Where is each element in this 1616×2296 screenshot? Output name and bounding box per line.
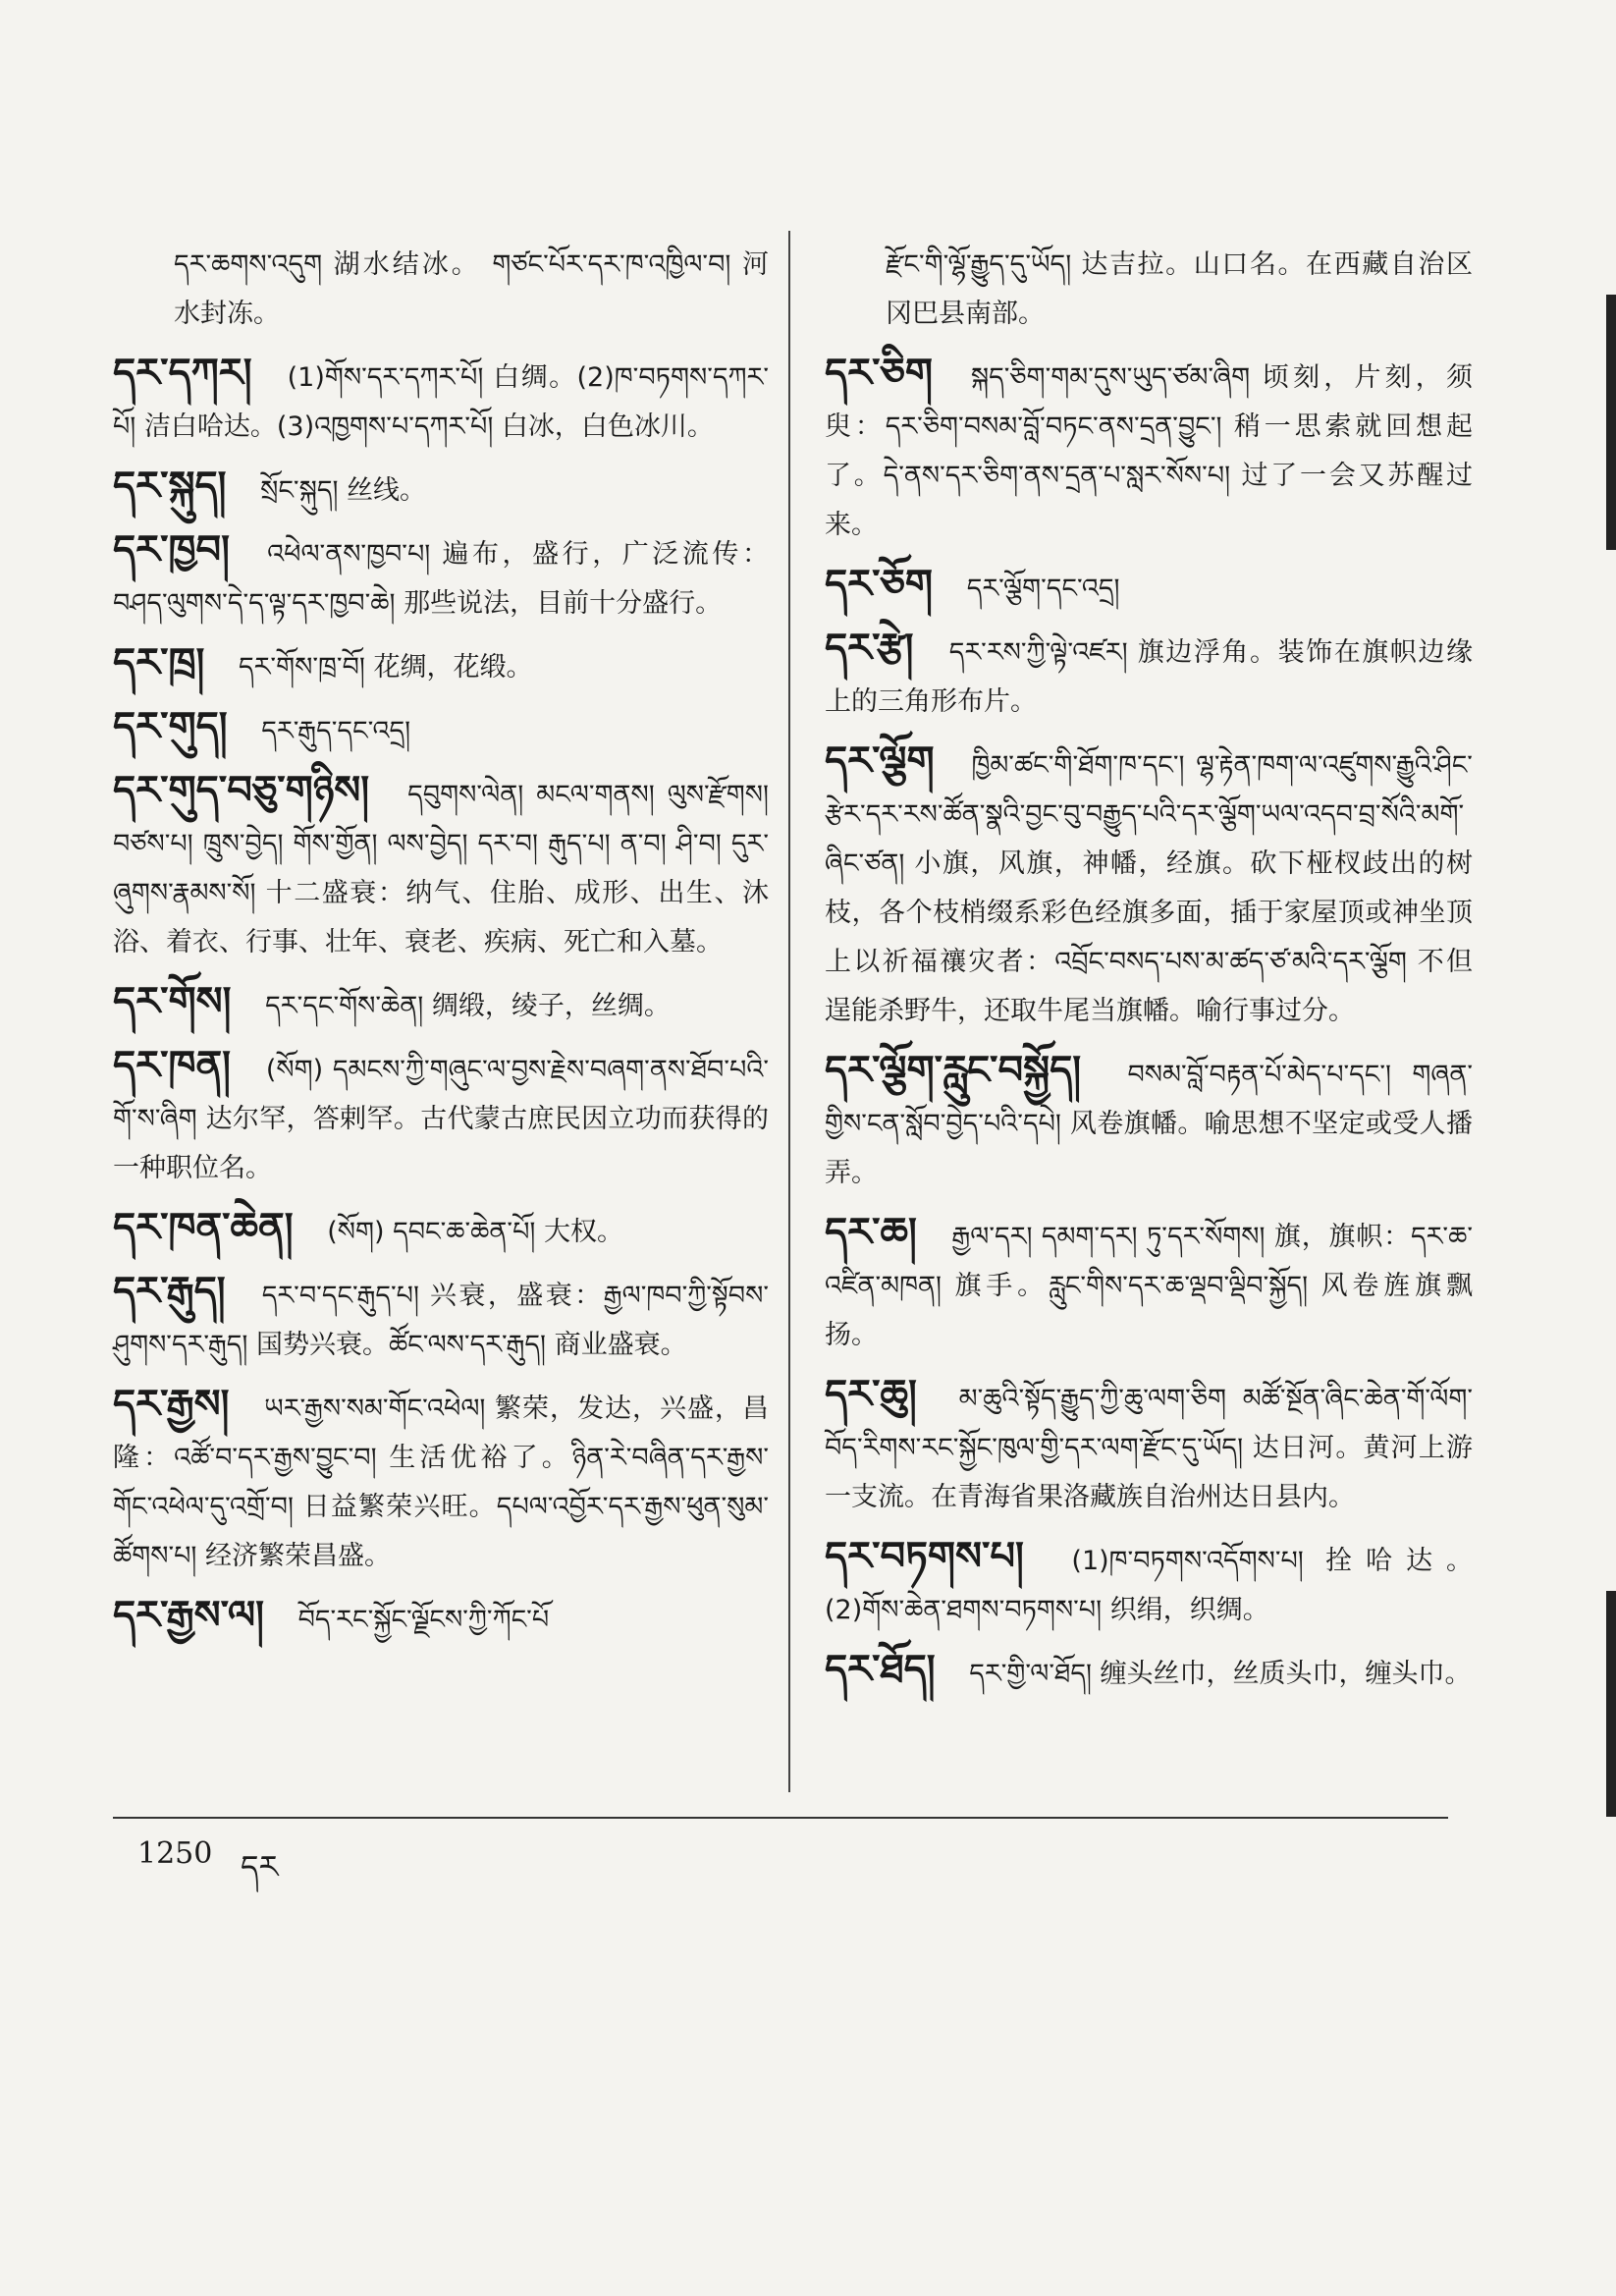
page-edge-mark: [1606, 295, 1616, 550]
entry-text: དབུགས་ལེན། མངལ་གནས། ལུས་རྫོགས། བཙས་པ། ཁྲུས་བྱེད། གོས་གྱོན། ལས་བྱེད། དར་བ། རྒུད་པ། ན་བ། ཤི་བ། དུར་ཞུགས་རྣམས་སོ། 十二盛衰：纳气、住胎、成形、出生、沐浴、着衣、行事、壮年、衰老、疾病、死亡和入墓。: [113, 780, 769, 957]
entry-headword: དར་ཁན།: [113, 1042, 232, 1088]
dictionary-entry: [113, 638, 769, 692]
dictionary-entry: [113, 1041, 769, 1193]
entry-headword: དར་ཁྱབ།: [113, 526, 230, 573]
dictionary-entry: [113, 349, 769, 452]
dictionary-entry: [825, 1370, 1473, 1522]
dictionary-entry: [825, 1208, 1473, 1360]
entry-headword: དར་གུད།: [113, 703, 228, 749]
entry-text: སྐད་ཅིག་གམ་དུས་ཡུད་ཙམ་ཞིག 顷刻，片刻，须臾：དར་ཅིག་བསམ་བློ་བཏང་ནས་དྲན་བྱུང་། 稍一思索就回想起了。དེ་ནས་དར་ཅིག་ནས་དྲན་པ་སླར་སོས་པ། 过了一会又苏醒过来。: [825, 362, 1473, 540]
dictionary-entry: [825, 349, 1473, 550]
dictionary-entry: [113, 1203, 769, 1257]
entry-headword: དར་རྒུད།: [113, 1268, 226, 1314]
entry-text: (1)གོས་དར་དཀར་པོ། 白绸。(2)ཁ་བཏགས་དཀར་པོ། 洁白哈达。(3)འཁྱགས་པ་དཀར་པོ། 白冰，白色冰川。: [113, 362, 770, 442]
entry-headword: དར་རྩེ།: [825, 625, 914, 671]
dictionary-entry: [825, 560, 1473, 614]
dictionary-entry: [825, 241, 1473, 339]
page-number: 1250: [137, 1836, 213, 1871]
dictionary-entry: [113, 1267, 769, 1370]
dictionary-entry: [825, 1532, 1473, 1635]
left-column: [113, 241, 769, 1655]
entry-text: (སོག) དབང་ཆ་ཆེན་པོ། 大权。: [327, 1217, 623, 1247]
entry-text: དར་ལྕོག་དང་འདྲ།: [966, 574, 1120, 604]
entry-text: འཕེལ་ནས་ཁྱབ་པ། 遍布，盛行，广泛流传：བཤད་ལུགས་དེ་ད་ལྟ་དར་ཁྱབ་ཆེ། 那些说法，目前十分盛行。: [113, 539, 769, 619]
entry-text: དར་དང་གོས་ཆེན། 绸缎，绫子，丝绸。: [265, 991, 671, 1021]
entry-headword: དར་བཏགས་པ།: [825, 1533, 1024, 1579]
entry-headword: དར་སྐུད།: [113, 463, 227, 509]
entry-text: (སོག) དམངས་ཀྱི་གཞུང་ལ་བྱས་རྗེས་བཞག་ནས་ཐོབ་པའི་གོ་ས་ཞིག 达尔罕，答剌罕。古代蒙古庶民因立功而获得的一种职位名。: [113, 1055, 769, 1183]
entry-headword: དར་ལྕོག་རླུང་བསྐྱོད།: [825, 1047, 1082, 1093]
entry-headword: དར་གོས།: [113, 978, 232, 1024]
dictionary-entry: [825, 737, 1473, 1036]
page-edge-mark: [1606, 1591, 1616, 1817]
right-column: [825, 241, 1473, 1709]
dictionary-entry: [113, 977, 769, 1031]
entry-text: རྫོང་གི་ལྷོ་རྒྱུད་དུ་ཡོད། 达吉拉。山口名。在西藏自治区冈巴县南部。: [886, 249, 1473, 329]
entry-headword: དར་རྒྱས་ལ།: [113, 1592, 264, 1638]
dictionary-entry: [113, 241, 769, 339]
entry-headword: དར་ལྕོག: [825, 738, 935, 784]
entry-headword: དར་རྒྱས།: [113, 1381, 230, 1427]
entry-text: དར་གོས་ཁྲ་བོ། 花绸，花缎。: [238, 652, 533, 683]
entry-headword: དར་ཆ།: [825, 1209, 917, 1255]
dictionary-entry: [113, 1591, 769, 1645]
entry-headword: དར་གུད་བཅུ་གཉིས།: [113, 767, 370, 813]
entry-text: རྒྱལ་དར། དམག་དར། ཏུ་དར་སོགས། 旗，旗帜：དར་ཆ་འཛིན་མཁན། 旗手。རླུང་གིས་དར་ཆ་ལྡབ་ལྡིབ་སྐྱོད། 风卷旌旗飘扬。: [825, 1222, 1473, 1350]
entry-text: དར་གྱི་ལ་ཐོད། 缠头丝巾，丝质头巾，缠头巾。: [969, 1659, 1472, 1689]
entry-headword: དར་ཆུ།: [825, 1371, 917, 1417]
entry-text: སྲོང་སྐུད། 丝线。: [260, 475, 427, 506]
entry-headword: དར་ཅོག: [825, 561, 934, 607]
entry-headword: དར་ཅིག: [825, 350, 934, 396]
entry-text: དར་རྒུད་དང་འདྲ།: [261, 716, 411, 746]
entry-headword: དར་ཁྲ།: [113, 639, 205, 685]
entry-text: (1)ཁ་བཏགས་འདོགས་པ། 拴哈达。(2)གོས་ཆེན་ཐགས་བཏགས་པ། 织绢，织绸。: [825, 1546, 1473, 1625]
dictionary-entry: [825, 1645, 1473, 1699]
entry-text: མ་ཆུའི་སྟོད་རྒྱུད་ཀྱི་ཆུ་ལག་ཅིག མཚོ་སྔོན་ཞིང་ཆེན་གོ་ལོག་བོད་རིགས་རང་སྐྱོང་ཁུལ་གྱི་དར་ལག་རྫོང་དུ་ཡོད། 达日河。黄河上游一支流。在青海省果洛藏族自治州达日县内。: [825, 1384, 1473, 1512]
entry-text: བསམ་བློ་བརྟན་པོ་མེད་པ་དང་། གཞན་གྱིས་ངན་སློབ་བྱེད་པའི་དཔེ། 风卷旗幡。喻思想不坚定或受人播弄。: [825, 1060, 1473, 1188]
entry-headword: དར་ཁན་ཆེན།: [113, 1204, 294, 1250]
dictionary-entry: [113, 766, 769, 967]
entry-text: དར་རས་ཀྱི་ལྟེ་འཛར། 旗边浮角。装饰在旗帜边缘上的三角形布片。: [825, 637, 1473, 717]
dictionary-entry: [113, 702, 769, 756]
entry-text: དར་བ་དང་རྒུད་པ། 兴衰，盛衰：རྒྱལ་ཁབ་ཀྱི་སྟོབས་ཤུགས་དར་རྒུད། 国势兴衰。ཚོང་ལས་དར་རྒུད། 商业盛衰。: [113, 1281, 769, 1360]
entry-headword: དར་ཐོད།: [825, 1646, 936, 1692]
dictionary-entry: [113, 462, 769, 516]
running-head: དར: [241, 1848, 279, 1886]
entry-text: ཁྱིམ་ཚང་གི་ཐོག་ཁ་དང་། ལྷ་རྟེན་ཁག་ལ་འཛུགས་རྒྱུའི་ཤིང་རྩེར་དར་རས་ཚོན་སྣའི་བྱང་བུ་བརྒྱུད་པའི་དར་ལྕོག་ཡལ་འདབ་བྲ་སོའི་མགོ་ཞིང་ཙན། 小旗，风旗，神幡，经旗。砍下桠杈歧出的树枝，各个枝梢缀系彩色经旗多面，插于家屋顶或神坐顶上以祈福禳灾者：འབྲོང་བསད་པས་མ་ཚད་ཙ་མའི་དར་ལྕོག 不但逞能杀野牛，还取牛尾当旗幡。喻行事过分。: [825, 750, 1473, 1026]
entry-text: བོད་རང་སྐྱོང་ལྗོངས་ཀྱི་ཀོང་པོ: [297, 1605, 550, 1635]
entry-text: ཡར་རྒྱས་སམ་གོང་འཕེལ། 繁荣，发达，兴盛，昌隆：འཚོ་བ་དར་རྒྱས་བྱུང་བ། 生活优裕了。ཉིན་རེ་བཞིན་དར་རྒྱས་གོང་འཕེལ་དུ་འགྲོ་བ། 日益繁荣兴旺。དཔལ་འབྱོར་དར་རྒྱས་ཕུན་སུམ་ཚོགས་པ། 经济繁荣昌盛。: [113, 1394, 769, 1571]
dictionary-entry: [825, 1046, 1473, 1198]
dictionary-entry: [113, 1380, 769, 1581]
footer-rule: [113, 1817, 1448, 1819]
entry-headword: དར་དཀར།: [113, 350, 252, 396]
entry-text: དར་ཆགས་འདུག 湖水结冰。 གཙང་པོར་དར་ཁ་འཁྱིལ་བ། 河水封冻。: [174, 249, 769, 329]
dictionary-entry: [825, 624, 1473, 727]
column-divider: [788, 231, 790, 1792]
dictionary-entry: [113, 525, 769, 629]
